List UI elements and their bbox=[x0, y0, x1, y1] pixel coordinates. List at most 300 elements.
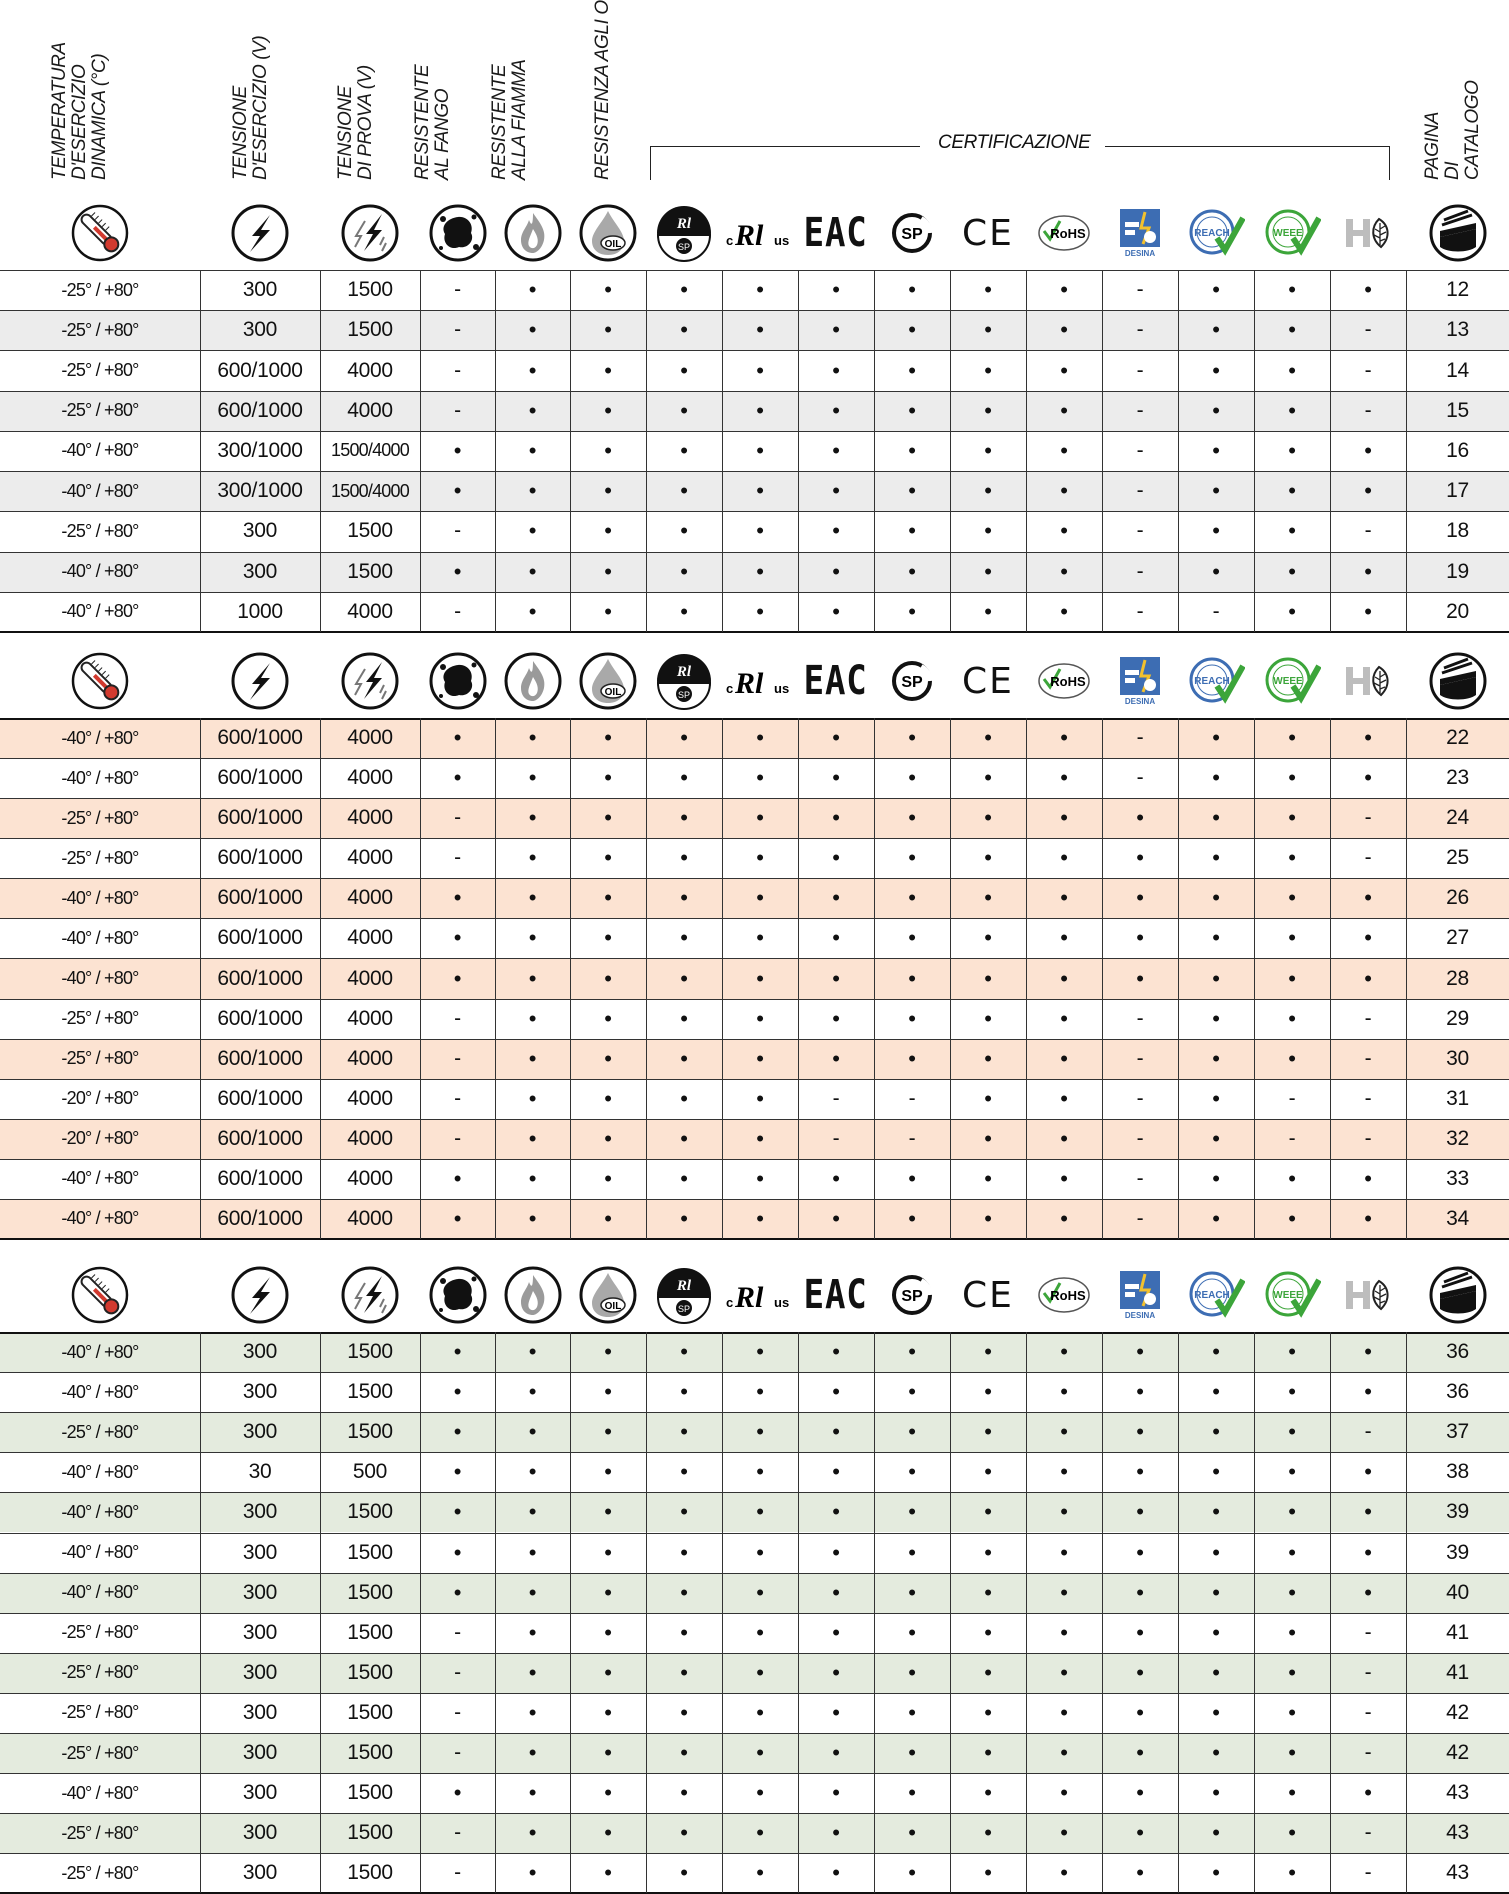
table-cell: -40° / +80° bbox=[0, 1452, 200, 1492]
table-cell: - bbox=[1102, 270, 1178, 310]
table-cell: • bbox=[495, 431, 570, 471]
table-cell: • bbox=[798, 431, 874, 471]
column-divider bbox=[874, 270, 875, 632]
table-cell: • bbox=[1026, 1733, 1102, 1773]
table-cell: 4000 bbox=[320, 1159, 420, 1199]
table-cell: -25° / +80° bbox=[0, 1039, 200, 1079]
table-cell: • bbox=[1026, 1613, 1102, 1653]
table-cell: • bbox=[722, 999, 798, 1039]
cru-us-icon bbox=[722, 196, 798, 270]
svg-text:WEEE: WEEE bbox=[1273, 1290, 1303, 1301]
table-cell: • bbox=[722, 1492, 798, 1532]
table-cell: • bbox=[722, 958, 798, 998]
table-cell: • bbox=[495, 918, 570, 958]
table-cell: - bbox=[420, 838, 495, 878]
table-cell: • bbox=[950, 798, 1026, 838]
row-divider bbox=[0, 1079, 1509, 1080]
table-cell: - bbox=[1102, 431, 1178, 471]
table-row bbox=[0, 1733, 1509, 1773]
table-cell: • bbox=[874, 1813, 950, 1853]
table-cell: • bbox=[722, 1159, 798, 1199]
table-cell: 43 bbox=[1406, 1853, 1509, 1893]
table-cell: • bbox=[495, 552, 570, 592]
table-cell: 1500 bbox=[320, 1412, 420, 1452]
halogen-free-icon bbox=[1330, 196, 1406, 270]
table-cell: • bbox=[1178, 999, 1254, 1039]
table-cell: • bbox=[874, 1653, 950, 1693]
reach-icon bbox=[1178, 196, 1254, 270]
table-cell: • bbox=[1178, 1693, 1254, 1733]
table-cell: • bbox=[798, 350, 874, 390]
table-cell: 600/1000 bbox=[200, 758, 320, 798]
table-cell: • bbox=[495, 1039, 570, 1079]
table-cell: - bbox=[420, 1039, 495, 1079]
catalog-icon bbox=[1406, 644, 1509, 718]
table-cell: - bbox=[420, 1079, 495, 1119]
table-section-2 bbox=[0, 718, 1509, 1239]
flame-icon bbox=[495, 644, 570, 718]
table-cell: • bbox=[646, 431, 722, 471]
table-cell: • bbox=[950, 552, 1026, 592]
table-cell: • bbox=[1178, 798, 1254, 838]
row-divider bbox=[0, 1159, 1509, 1160]
table-cell: • bbox=[1254, 391, 1330, 431]
section-bottom-rule bbox=[0, 631, 1509, 633]
svg-text:RoHS: RoHS bbox=[1050, 674, 1086, 689]
table-cell: • bbox=[1102, 1773, 1178, 1813]
table-cell: 28 bbox=[1406, 958, 1509, 998]
table-cell: • bbox=[722, 391, 798, 431]
table-cell: 300 bbox=[200, 1412, 320, 1452]
svg-text:c: c bbox=[726, 1295, 733, 1310]
svg-text:us: us bbox=[774, 233, 789, 248]
table-cell: • bbox=[1254, 1813, 1330, 1853]
table-cell: - bbox=[1330, 838, 1406, 878]
row-divider bbox=[0, 310, 1509, 311]
table-row bbox=[0, 718, 1509, 758]
table-cell: • bbox=[722, 592, 798, 632]
column-divider bbox=[874, 1332, 875, 1893]
table-cell: • bbox=[570, 391, 646, 431]
table-cell: • bbox=[1330, 270, 1406, 310]
table-cell: • bbox=[1102, 1533, 1178, 1573]
table-cell: • bbox=[646, 1573, 722, 1613]
table-cell: • bbox=[722, 878, 798, 918]
table-cell: • bbox=[950, 391, 1026, 431]
table-cell: 42 bbox=[1406, 1733, 1509, 1773]
table-cell: • bbox=[1178, 718, 1254, 758]
table-cell: • bbox=[798, 511, 874, 551]
lightning-icon bbox=[200, 644, 320, 718]
column-divider bbox=[495, 718, 496, 1239]
table-cell: • bbox=[874, 511, 950, 551]
table-cell: • bbox=[1254, 999, 1330, 1039]
table-cell: • bbox=[495, 1693, 570, 1733]
column-divider bbox=[320, 270, 321, 632]
svg-text:SP: SP bbox=[901, 674, 923, 691]
row-divider bbox=[0, 838, 1509, 839]
table-cell: 600/1000 bbox=[200, 1199, 320, 1239]
table-cell: • bbox=[570, 1653, 646, 1693]
table-cell: • bbox=[1254, 1412, 1330, 1452]
table-cell: 23 bbox=[1406, 758, 1509, 798]
table-cell: • bbox=[722, 552, 798, 592]
section-bottom-rule bbox=[0, 1238, 1509, 1240]
table-cell: • bbox=[1178, 1853, 1254, 1893]
table-cell: • bbox=[1330, 718, 1406, 758]
table-cell: • bbox=[874, 1773, 950, 1813]
table-cell: 1500 bbox=[320, 270, 420, 310]
column-divider bbox=[1254, 718, 1255, 1239]
thermometer-icon bbox=[0, 644, 200, 718]
table-cell: • bbox=[1254, 1573, 1330, 1613]
table-cell: • bbox=[874, 310, 950, 350]
table-cell: 1500 bbox=[320, 1653, 420, 1693]
table-cell: • bbox=[646, 1613, 722, 1653]
table-cell: • bbox=[1330, 1573, 1406, 1613]
column-divider bbox=[722, 1332, 723, 1893]
table-row bbox=[0, 310, 1509, 350]
table-cell: • bbox=[1102, 1613, 1178, 1653]
eac-icon: EAC bbox=[798, 1258, 874, 1332]
table-cell: • bbox=[1102, 1733, 1178, 1773]
table-cell: 300 bbox=[200, 1733, 320, 1773]
table-cell: -40° / +80° bbox=[0, 592, 200, 632]
table-cell: • bbox=[950, 1853, 1026, 1893]
table-cell: - bbox=[1330, 1733, 1406, 1773]
table-cell: • bbox=[874, 1159, 950, 1199]
row-divider bbox=[0, 592, 1509, 593]
table-cell: • bbox=[495, 511, 570, 551]
column-divider bbox=[570, 1332, 571, 1893]
table-cell: • bbox=[646, 918, 722, 958]
table-cell: • bbox=[1102, 1653, 1178, 1693]
csa-icon bbox=[874, 196, 950, 270]
lightning-double-icon bbox=[320, 1258, 420, 1332]
table-cell: 300 bbox=[200, 1492, 320, 1532]
table-cell: -40° / +80° bbox=[0, 1773, 200, 1813]
table-cell: • bbox=[950, 1613, 1026, 1653]
table-cell: -25° / +80° bbox=[0, 1813, 200, 1853]
table-cell: • bbox=[722, 1773, 798, 1813]
catalog-icon bbox=[1406, 1258, 1509, 1332]
table-cell: • bbox=[798, 918, 874, 958]
table-cell: 1500 bbox=[320, 511, 420, 551]
table-cell: - bbox=[420, 310, 495, 350]
table-cell: • bbox=[1026, 838, 1102, 878]
svg-text:Rl: Rl bbox=[734, 1281, 764, 1314]
table-cell: • bbox=[420, 471, 495, 511]
table-cell: • bbox=[874, 838, 950, 878]
table-cell: 300 bbox=[200, 1653, 320, 1693]
table-cell: 300 bbox=[200, 1372, 320, 1412]
table-row bbox=[0, 1853, 1509, 1893]
table-cell: • bbox=[1178, 1199, 1254, 1239]
table-cell: • bbox=[722, 1412, 798, 1452]
table-cell: - bbox=[420, 999, 495, 1039]
table-cell: -40° / +80° bbox=[0, 1199, 200, 1239]
table-cell: • bbox=[798, 1412, 874, 1452]
table-cell: 300/1000 bbox=[200, 431, 320, 471]
table-cell: 4000 bbox=[320, 878, 420, 918]
table-cell: 4000 bbox=[320, 999, 420, 1039]
table-cell: • bbox=[420, 431, 495, 471]
table-cell: -40° / +80° bbox=[0, 918, 200, 958]
table-cell: 1500 bbox=[320, 552, 420, 592]
table-cell: - bbox=[1254, 1079, 1330, 1119]
table-cell: -25° / +80° bbox=[0, 1853, 200, 1893]
table-cell: • bbox=[570, 999, 646, 1039]
table-cell: - bbox=[1330, 999, 1406, 1039]
row-divider bbox=[0, 471, 1509, 472]
table-cell: • bbox=[1254, 958, 1330, 998]
table-cell: • bbox=[722, 1079, 798, 1119]
table-cell: 29 bbox=[1406, 999, 1509, 1039]
table-cell: • bbox=[1330, 1372, 1406, 1412]
table-cell: -20° / +80° bbox=[0, 1079, 200, 1119]
table-cell: 27 bbox=[1406, 918, 1509, 958]
table-cell: • bbox=[646, 1119, 722, 1159]
table-cell: - bbox=[1330, 511, 1406, 551]
table-cell: 37 bbox=[1406, 1412, 1509, 1452]
table-cell: 600/1000 bbox=[200, 838, 320, 878]
table-cell: • bbox=[646, 958, 722, 998]
table-cell: 20 bbox=[1406, 592, 1509, 632]
table-cell: - bbox=[420, 391, 495, 431]
table-cell: -40° / +80° bbox=[0, 552, 200, 592]
desina-icon bbox=[1102, 196, 1178, 270]
column-divider bbox=[570, 270, 571, 632]
table-cell: • bbox=[1026, 1332, 1102, 1372]
table-cell: 1500/4000 bbox=[320, 471, 420, 511]
table-cell: • bbox=[874, 350, 950, 390]
table-row bbox=[0, 1573, 1509, 1613]
row-divider bbox=[0, 1693, 1509, 1694]
table-cell: • bbox=[1026, 350, 1102, 390]
table-cell: -40° / +80° bbox=[0, 431, 200, 471]
table-cell: • bbox=[1178, 310, 1254, 350]
table-cell: • bbox=[420, 758, 495, 798]
table-row bbox=[0, 270, 1509, 310]
table-cell: 1500 bbox=[320, 1733, 420, 1773]
table-cell: • bbox=[1254, 838, 1330, 878]
table-cell: • bbox=[1026, 1813, 1102, 1853]
svg-text:RoHS: RoHS bbox=[1050, 1288, 1086, 1303]
table-cell: - bbox=[1254, 1119, 1330, 1159]
table-cell: • bbox=[495, 1452, 570, 1492]
table-cell: • bbox=[1102, 798, 1178, 838]
column-divider bbox=[950, 270, 951, 632]
svg-text:OIL: OIL bbox=[605, 239, 622, 250]
svg-text:OIL: OIL bbox=[605, 687, 622, 698]
table-cell: • bbox=[420, 552, 495, 592]
table-cell: -40° / +80° bbox=[0, 718, 200, 758]
table-cell: • bbox=[798, 958, 874, 998]
table-cell: • bbox=[1178, 1573, 1254, 1613]
oil-drop-icon bbox=[570, 196, 646, 270]
table-cell: 1500 bbox=[320, 1332, 420, 1372]
row-divider bbox=[0, 1452, 1509, 1453]
table-cell: • bbox=[570, 758, 646, 798]
table-cell: 600/1000 bbox=[200, 1079, 320, 1119]
table-cell: • bbox=[950, 1492, 1026, 1532]
table-cell: • bbox=[722, 1533, 798, 1573]
table-cell: • bbox=[1102, 838, 1178, 878]
mud-icon bbox=[420, 644, 495, 718]
desina-icon bbox=[1102, 1258, 1178, 1332]
table-cell: • bbox=[874, 1733, 950, 1773]
table-cell: • bbox=[1026, 270, 1102, 310]
table-cell: • bbox=[798, 1452, 874, 1492]
table-cell: • bbox=[1254, 431, 1330, 471]
column-divider bbox=[950, 1332, 951, 1893]
table-cell: - bbox=[420, 1119, 495, 1159]
table-cell: • bbox=[1026, 1372, 1102, 1412]
svg-text:Rl: Rl bbox=[734, 219, 764, 252]
table-cell: 300/1000 bbox=[200, 471, 320, 511]
table-row bbox=[0, 1813, 1509, 1853]
table-cell: • bbox=[874, 758, 950, 798]
table-cell: • bbox=[1254, 1653, 1330, 1693]
table-cell: • bbox=[722, 1853, 798, 1893]
table-cell: 1500/4000 bbox=[320, 431, 420, 471]
svg-text:OIL: OIL bbox=[605, 1301, 622, 1312]
table-cell: -25° / +80° bbox=[0, 391, 200, 431]
table-cell: • bbox=[722, 431, 798, 471]
table-cell: • bbox=[874, 1332, 950, 1372]
table-cell: • bbox=[874, 1199, 950, 1239]
table-cell: • bbox=[950, 310, 1026, 350]
table-cell: -40° / +80° bbox=[0, 1573, 200, 1613]
table-cell: • bbox=[495, 1733, 570, 1773]
svg-text:REACH: REACH bbox=[1194, 228, 1230, 239]
table-cell: - bbox=[420, 350, 495, 390]
table-cell: 4000 bbox=[320, 718, 420, 758]
table-cell: • bbox=[570, 798, 646, 838]
table-cell: • bbox=[1026, 1452, 1102, 1492]
table-cell: • bbox=[1178, 1613, 1254, 1653]
table-cell: • bbox=[495, 1773, 570, 1813]
table-cell: 4000 bbox=[320, 958, 420, 998]
table-cell: 38 bbox=[1406, 1452, 1509, 1492]
column-divider bbox=[1026, 718, 1027, 1239]
table-cell: • bbox=[1330, 1492, 1406, 1532]
table-cell: 1500 bbox=[320, 1773, 420, 1813]
table-row bbox=[0, 1773, 1509, 1813]
section-top-rule bbox=[0, 718, 1509, 720]
flame-icon bbox=[495, 1258, 570, 1332]
svg-text:WEEE: WEEE bbox=[1273, 676, 1303, 687]
table-row bbox=[0, 1693, 1509, 1733]
column-divider bbox=[1330, 718, 1331, 1239]
svg-text:SP: SP bbox=[678, 242, 690, 252]
table-cell: • bbox=[1026, 1039, 1102, 1079]
row-divider bbox=[0, 1199, 1509, 1200]
table-cell: • bbox=[1026, 1492, 1102, 1532]
table-cell: • bbox=[798, 552, 874, 592]
eac-icon: EAC bbox=[798, 644, 874, 718]
table-cell: 30 bbox=[200, 1452, 320, 1492]
table-cell: 24 bbox=[1406, 798, 1509, 838]
table-cell: -25° / +80° bbox=[0, 1733, 200, 1773]
table-cell: - bbox=[1178, 592, 1254, 632]
icon-header-row-3 bbox=[0, 1258, 1509, 1332]
column-divider bbox=[1026, 1332, 1027, 1893]
table-cell: - bbox=[420, 1693, 495, 1733]
table-cell: - bbox=[420, 592, 495, 632]
table-cell: • bbox=[722, 758, 798, 798]
table-cell: 43 bbox=[1406, 1813, 1509, 1853]
table-cell: 300 bbox=[200, 1853, 320, 1893]
oil-drop-icon bbox=[570, 1258, 646, 1332]
table-cell: • bbox=[646, 1039, 722, 1079]
thermometer-icon bbox=[0, 196, 200, 270]
table-cell: • bbox=[1254, 1159, 1330, 1199]
table-cell: -40° / +80° bbox=[0, 1533, 200, 1573]
column-divider bbox=[798, 718, 799, 1239]
table-cell: - bbox=[420, 1733, 495, 1773]
table-cell: 13 bbox=[1406, 310, 1509, 350]
table-cell: • bbox=[495, 958, 570, 998]
table-cell: 36 bbox=[1406, 1372, 1509, 1412]
table-cell: • bbox=[1026, 552, 1102, 592]
row-divider bbox=[0, 1412, 1509, 1413]
table-cell: • bbox=[1026, 1773, 1102, 1813]
table-cell: • bbox=[798, 592, 874, 632]
table-cell: 15 bbox=[1406, 391, 1509, 431]
table-cell: • bbox=[646, 1773, 722, 1813]
table-cell: • bbox=[874, 270, 950, 310]
table-cell: • bbox=[495, 1653, 570, 1693]
table-cell: • bbox=[570, 431, 646, 471]
table-cell: • bbox=[1102, 1452, 1178, 1492]
svg-text:WEEE: WEEE bbox=[1273, 228, 1303, 239]
table-cell: • bbox=[798, 1853, 874, 1893]
table-cell: • bbox=[722, 718, 798, 758]
table-cell: • bbox=[950, 838, 1026, 878]
table-cell: • bbox=[570, 1412, 646, 1452]
table-cell: 41 bbox=[1406, 1613, 1509, 1653]
table-cell: • bbox=[874, 1372, 950, 1412]
table-cell: -25° / +80° bbox=[0, 798, 200, 838]
table-cell: • bbox=[570, 592, 646, 632]
table-cell: • bbox=[1254, 592, 1330, 632]
table-cell: • bbox=[1330, 431, 1406, 471]
table-cell: • bbox=[1102, 1813, 1178, 1853]
table-cell: • bbox=[1026, 1853, 1102, 1893]
table-cell: • bbox=[722, 1372, 798, 1412]
table-cell: -40° / +80° bbox=[0, 958, 200, 998]
table-cell: • bbox=[950, 1693, 1026, 1733]
table-cell: • bbox=[420, 918, 495, 958]
table-cell: - bbox=[1330, 391, 1406, 431]
compatibility-table-page bbox=[0, 0, 1509, 1889]
table-cell: - bbox=[1102, 1119, 1178, 1159]
table-cell: • bbox=[1330, 1332, 1406, 1372]
table-cell: • bbox=[570, 1813, 646, 1853]
icon-header-row-1 bbox=[0, 196, 1509, 270]
table-cell: • bbox=[1102, 1492, 1178, 1532]
reach-icon bbox=[1178, 644, 1254, 718]
table-cell: • bbox=[722, 1199, 798, 1239]
table-cell: • bbox=[1330, 1199, 1406, 1239]
table-row bbox=[0, 758, 1509, 798]
row-divider bbox=[0, 1039, 1509, 1040]
table-cell: - bbox=[1330, 1412, 1406, 1452]
table-cell: • bbox=[798, 718, 874, 758]
table-cell: • bbox=[1254, 511, 1330, 551]
table-cell: • bbox=[1330, 552, 1406, 592]
